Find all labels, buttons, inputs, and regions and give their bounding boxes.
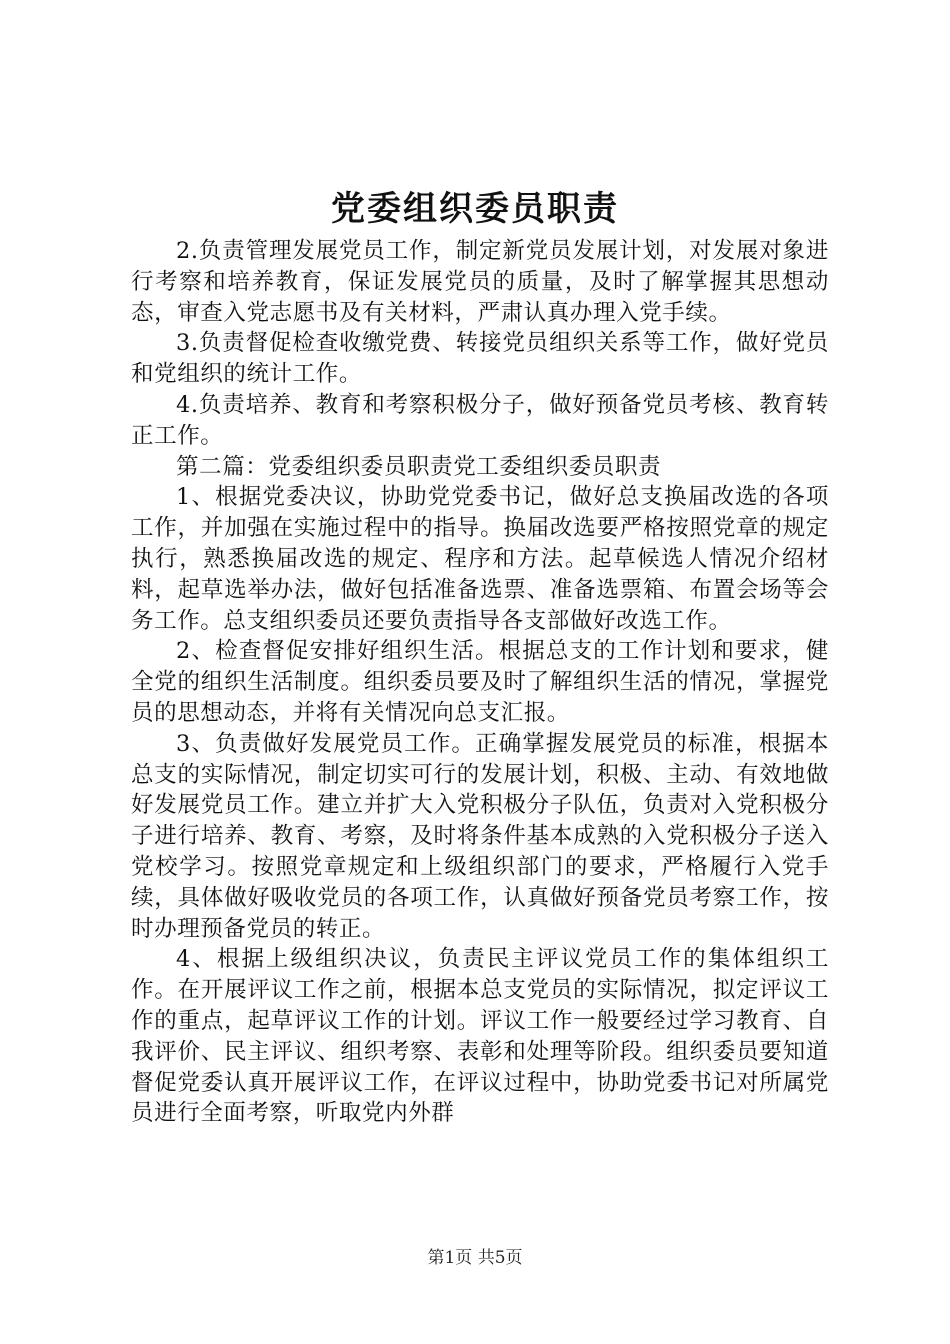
document-body bbox=[131, 236, 829, 1129]
paragraph: 2、检查督促安排好组织生活。根据总支的工作计划和要求，健全党的组织生活制度。组织委员要及时了解组织生活的情况，掌握党员的思想动态，并将有关情况向总支汇报。 bbox=[131, 638, 829, 726]
document-title: 党委组织委员职责 bbox=[331, 189, 619, 229]
paragraph: 4.负责培养、教育和考察积极分子，做好预备党员考核、教育转正工作。 bbox=[131, 391, 829, 449]
page-number: 第1页 共5页 bbox=[427, 1248, 523, 1268]
paragraph: 1、根据党委决议，协助党党委书记，做好总支换届改选的各项工作，并加强在实施过程中的指导。换届改选要严格按照党章的规定执行，熟悉换届改选的规定、程序和方法。起草候选人情况介绍材料，起草选举办法，做好包括准备选票、准备选票箱、布置会场等会务工作。总支组织委员还要负责指导各支部做好改选工作。 bbox=[131, 484, 829, 634]
paragraph: 4、根据上级组织决议，负责民主评议党员工作的集体组织工作。在开展评议工作之前，根据本总支党员的实际情况，拟定评议工作的重点，起草评议工作的计划。评议工作一般要经过学习教育、自我评价、民主评议、组织考察、表彰和处理等阶段。组织委员要知道督促党委认真开展评议工作，在评议过程中，协助党委书记对所属党员进行全面考察，听取党内外群 bbox=[131, 946, 829, 1127]
paragraph: 2.负责管理发展党员工作，制定新党员发展计划，对发展对象进行考察和培养教育，保证发展党员的质量，及时了解掌握其思想动态，审查入党志愿书及有关材料，严肃认真办理入党手续。 bbox=[131, 238, 829, 326]
paragraph: 3.负责督促检查收缴党费、转接党员组织关系等工作，做好党员和党组织的统计工作。 bbox=[131, 330, 829, 388]
paragraph: 3、负责做好发展党员工作。正确掌握发展党员的标准，根据本总支的实际情况，制定切实可行的发展计划，积极、主动、有效地做好发展党员工作。建立并扩大入党积极分子队伍，负责对入党积极分子进行培养、教育、考察，及时将条件基本成熟的入党积极分子送入党校学习。按照党章规定和上级组织部门的要求，严格履行入党手续，具体做好吸收党员的各项工作，认真做好预备党员考察工作，按时办理预备党员的转正。 bbox=[131, 730, 829, 942]
section-heading: 第二篇：党委组织委员职责党工委组织委员职责 bbox=[176, 453, 662, 480]
